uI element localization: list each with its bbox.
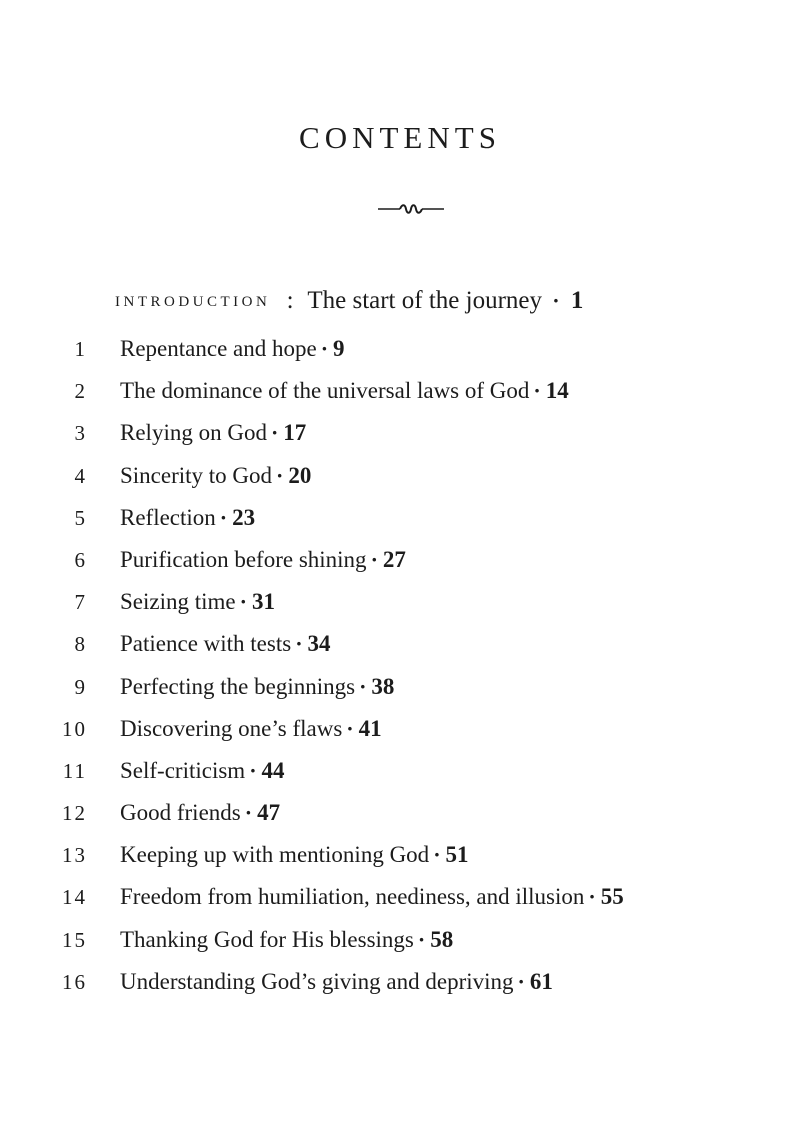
chapter-page-number: 44 xyxy=(261,757,285,783)
chapter-bullet: · xyxy=(320,336,329,361)
chapter-bullet: · xyxy=(359,673,367,699)
chapter-bullet: · xyxy=(517,968,525,994)
chapter-title: Patience with tests xyxy=(120,631,292,657)
chapter-bullet: · xyxy=(219,504,228,530)
chapter-title: Relying on God xyxy=(120,420,267,446)
chapter-bullet: · xyxy=(239,589,247,615)
chapter-number: 13 xyxy=(62,843,87,868)
chapter-number: 8 xyxy=(74,632,87,657)
chapter-page-number: 23 xyxy=(232,504,256,530)
toc-entry xyxy=(0,674,800,716)
chapter-bullet: · xyxy=(533,378,541,404)
toc-entry xyxy=(0,927,800,969)
chapter-page-number: 51 xyxy=(445,842,469,868)
toc-entry xyxy=(0,842,800,884)
chapter-number: 10 xyxy=(62,716,87,741)
chapter-number: 12 xyxy=(62,801,87,826)
introduction-bullet: · xyxy=(552,288,560,313)
chapter-number: 15 xyxy=(62,927,87,952)
chapter-page-number: 61 xyxy=(529,968,553,994)
chapter-bullet: · xyxy=(244,800,253,826)
chapter-title: Reflection xyxy=(120,504,216,530)
toc-introduction xyxy=(115,287,583,315)
toc-entry xyxy=(0,505,800,547)
chapter-page-number: 34 xyxy=(307,631,331,657)
ornament-flourish-icon xyxy=(376,198,446,218)
chapter-page-number: 27 xyxy=(382,546,406,572)
chapter-title: Good friends xyxy=(120,800,241,826)
chapter-title: Perfecting the beginnings xyxy=(120,673,356,699)
chapter-title: Repentance and hope xyxy=(120,336,317,361)
toc-list xyxy=(0,336,800,1011)
chapter-bullet: · xyxy=(270,420,279,446)
chapter-bullet: · xyxy=(346,715,354,741)
toc-entry xyxy=(0,716,800,758)
chapter-title: Self-criticism xyxy=(120,757,246,783)
toc-entry xyxy=(0,800,800,842)
chapter-number: 16 xyxy=(62,969,87,994)
chapter-number: 3 xyxy=(74,421,87,446)
toc-entry xyxy=(0,463,800,505)
chapter-number: 5 xyxy=(74,505,87,530)
toc-entry xyxy=(0,336,800,378)
toc-entry xyxy=(0,378,800,420)
chapter-page-number: 38 xyxy=(371,673,395,699)
chapter-bullet: · xyxy=(433,842,441,868)
chapter-bullet: · xyxy=(417,926,426,952)
chapter-number: 9 xyxy=(74,674,87,699)
introduction-label: INTRODUCTION xyxy=(115,294,271,310)
toc-entry xyxy=(0,631,800,673)
introduction-colon: : xyxy=(286,287,294,314)
toc-entry xyxy=(0,969,800,1011)
chapter-title: Sincerity to God xyxy=(120,462,273,488)
chapter-number: 11 xyxy=(62,758,87,783)
chapter-title: Freedom from humiliation, neediness, and illusion xyxy=(120,884,585,910)
chapter-page-number: 41 xyxy=(358,715,382,741)
chapter-bullet: · xyxy=(295,631,303,657)
chapter-number: 7 xyxy=(74,590,87,615)
chapter-title: Keeping up with mentioning God xyxy=(120,842,430,868)
chapter-page-number: 55 xyxy=(600,884,624,910)
chapter-page-number: 31 xyxy=(251,589,275,615)
chapter-title: Understanding God’s giving and depriving xyxy=(120,968,514,994)
toc-entry xyxy=(0,884,800,926)
chapter-bullet: · xyxy=(276,462,284,488)
chapter-title: Thanking God for His blessings xyxy=(120,926,414,952)
chapter-page-number: 17 xyxy=(283,420,307,446)
page-title: contents xyxy=(299,109,501,158)
chapter-title: Seizing time xyxy=(120,589,236,615)
toc-entry xyxy=(0,758,800,800)
chapter-page-number: 20 xyxy=(288,462,312,488)
chapter-page-number: 58 xyxy=(430,926,454,952)
introduction-page-number: 1 xyxy=(570,287,584,314)
chapter-title: Discovering one’s flaws xyxy=(120,715,343,741)
chapter-bullet: · xyxy=(249,757,257,783)
chapter-number: 4 xyxy=(74,463,87,488)
chapter-number: 1 xyxy=(74,337,87,361)
chapter-page-number: 14 xyxy=(545,378,569,404)
chapter-title: Purification before shining xyxy=(120,546,367,572)
toc-entry xyxy=(0,547,800,589)
chapter-page-number: 9 xyxy=(333,336,345,361)
chapter-bullet: · xyxy=(588,884,596,910)
toc-entry xyxy=(0,420,800,462)
chapter-number: 6 xyxy=(74,547,87,572)
chapter-number: 14 xyxy=(62,885,87,910)
toc-entry xyxy=(0,589,800,631)
chapter-page-number: 47 xyxy=(257,800,281,826)
chapter-number: 2 xyxy=(74,379,87,404)
introduction-title: The start of the journey xyxy=(307,287,542,314)
chapter-title: The dominance of the universal laws of God xyxy=(120,378,530,404)
chapter-bullet: · xyxy=(370,546,378,572)
